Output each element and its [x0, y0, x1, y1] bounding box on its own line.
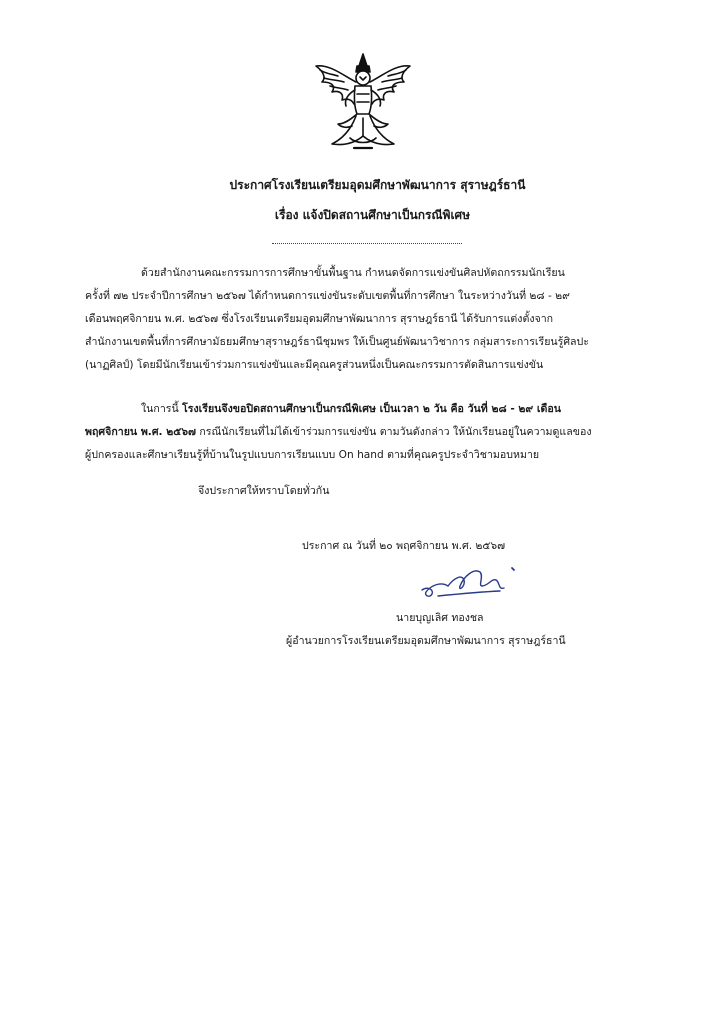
announcement-subject: เรื่อง แจ้งปิดสถานศึกษาเป็นกรณีพิเศษ [274, 208, 471, 222]
garuda-emblem-icon [310, 52, 416, 152]
paragraph-1-line: ด้วยสำนักงานคณะกรรมการการศึกษาขั้นพื้นฐาน กำหนดจัดการแข่งขันศิลปหัตถกรรมนักเรียน [141, 267, 565, 279]
paragraph-2-line-3: ผู้ปกครองและศึกษาเรียนรู้ที่บ้านในรูปแบบการเรียนแบบ On hand ตามที่คุณครูประจำวิชามอบหมาย [85, 449, 540, 461]
closing-statement: จึงประกาศให้ทราบโดยทั่วกัน [198, 485, 330, 497]
announcement-title: ประกาศโรงเรียนเตรียมอุดมศึกษาพัฒนาการ สุราษฎร์ธานี [229, 178, 526, 192]
paragraph-1-line: ครั้งที่ ๗๒ ประจำปีการศึกษา ๒๕๖๗ ได้กำหนดการแข่งขันระดับเขตพื้นที่การศึกษา ในระหว่างวันที่ ๒๘ - ๒๙ [85, 290, 570, 302]
signer-name: นายบุญเลิศ ทองชล [396, 612, 484, 624]
closure-month-bold: พฤศจิกายน พ.ศ. ๒๕๖๗ [85, 426, 196, 438]
paragraph-2-line-2 [85, 421, 653, 444]
paragraph-1-line: (นาฏศิลป์) โดยมีนักเรียนเข้าร่วมการแข่งขันและมีคุณครูส่วนหนึ่งเป็นคณะกรรมการตัดสินการแข่งขัน [85, 359, 544, 371]
announcement-date: ประกาศ ณ วันที่ ๒๐ พฤศจิกายน พ.ศ. ๒๕๖๗ [302, 540, 506, 552]
handwritten-signature [418, 560, 522, 602]
paragraph-2-lead-text: ในการนี้ [141, 403, 183, 415]
paragraph-1-line: เดือนพฤศจิกายน พ.ศ. ๒๕๖๗ ซึ่งโรงเรียนเตรียมอุดมศึกษาพัฒนาการ สุราษฎร์ธานี ได้รับการแต่งตั้งจาก [85, 313, 554, 325]
closure-notice-bold: โรงเรียนจึงขอปิดสถานศึกษาเป็นกรณีพิเศษ เป็นเวลา ๒ วัน คือ วันที่ ๒๘ - ๒๙ เดือน [182, 403, 561, 415]
signer-title: ผู้อำนวยการโรงเรียนเตรียมอุดมศึกษาพัฒนาการ สุราษฎร์ธานี [286, 635, 566, 647]
dotted-divider [272, 243, 462, 244]
paragraph-1 [85, 262, 653, 377]
paragraph-1-line: สำนักงานเขตพื้นที่การศึกษามัธยมศึกษาสุราษฎร์ธานีชุมพร ให้เป็นศูนย์พัฒนาวิชาการ กลุ่มสาระการเรียนรู้ศิลปะ [85, 336, 589, 348]
paragraph-2-line-1 [85, 398, 653, 421]
paragraph-2 [85, 398, 653, 467]
paragraph-2-line-2-rest: กรณีนักเรียนที่ไม่ได้เข้าร่วมการแข่งขัน ตามวันดังกล่าว ให้นักเรียนอยู่ในความดูแลของ [195, 426, 592, 438]
